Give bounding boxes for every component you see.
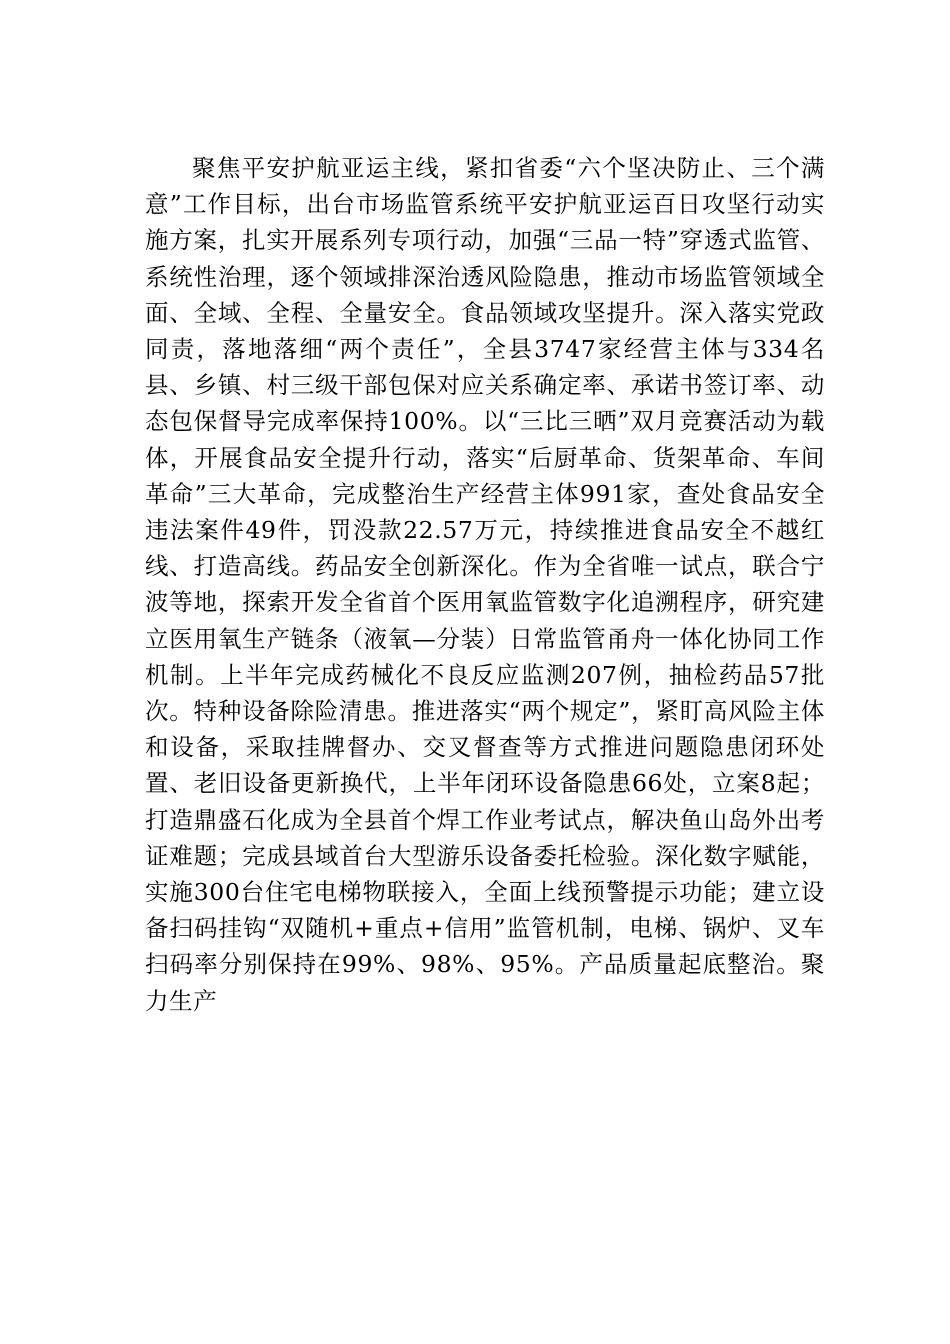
body-paragraph: 聚焦平安护航亚运主线，紧扣省委“六个坚决防止、三个满意”工作目标，出台市场监管系统平安护航亚运百日攻坚行动实施方案，扎实开展系列专项行动，加强“三品一特”穿透式监管、系统性治理，逐个领域排深治透风险隐患，推动市场监管领域全面、全域、全程、全量安全。食品领域攻坚提升。深入落实党政同责，落地落细“两个责任”，全县3747家经营主体与334名县、乡镇、村三级干部包保对应关系确定率、承诺书签订率、动态包保督导完成率保持100%。以“三比三晒”双月竞赛活动为载体，开展食品安全提升行动，落实“后厨革命、货架革命、车间革命”三大革命，完成整治生产经营主体991家，查处食品安全违法案件49件，罚没款22.57万元，持续推进食品安全不越红线、打造高线。药品安全创新深化。作为全省唯一试点，联合宁波等地，探索开发全省首个医用氧监管数字化追溯程序，研究建立医用氧生产链条（液氧—分装）日常监管甬舟一体化协同工作机制。上半年完成药械化不良反应监测207例，抽检药品57批次。特种设备除险清患。推进落实“两个规定”，紧盯高风险主体和设备，采取挂牌督办、交叉督查等方式推进问题隐患闭环处置、老旧设备更新换代，上半年闭环设备隐患66处，立案8起；打造鼎盛石化成为全县首个焊工作业考试点，解决鱼山岛外出考证难题；完成县域首台大型游乐设备委托检验。深化数字赋能，实施300台住宅电梯物联接入，全面上线预警提示功能；建立设备扫码挂钩“双随机+重点+信用”监管机制，电梯、锅炉、叉车扫码率分别保持在99%、98%、95%。产品质量起底整治。聚力生产 (145, 154, 825, 1015)
